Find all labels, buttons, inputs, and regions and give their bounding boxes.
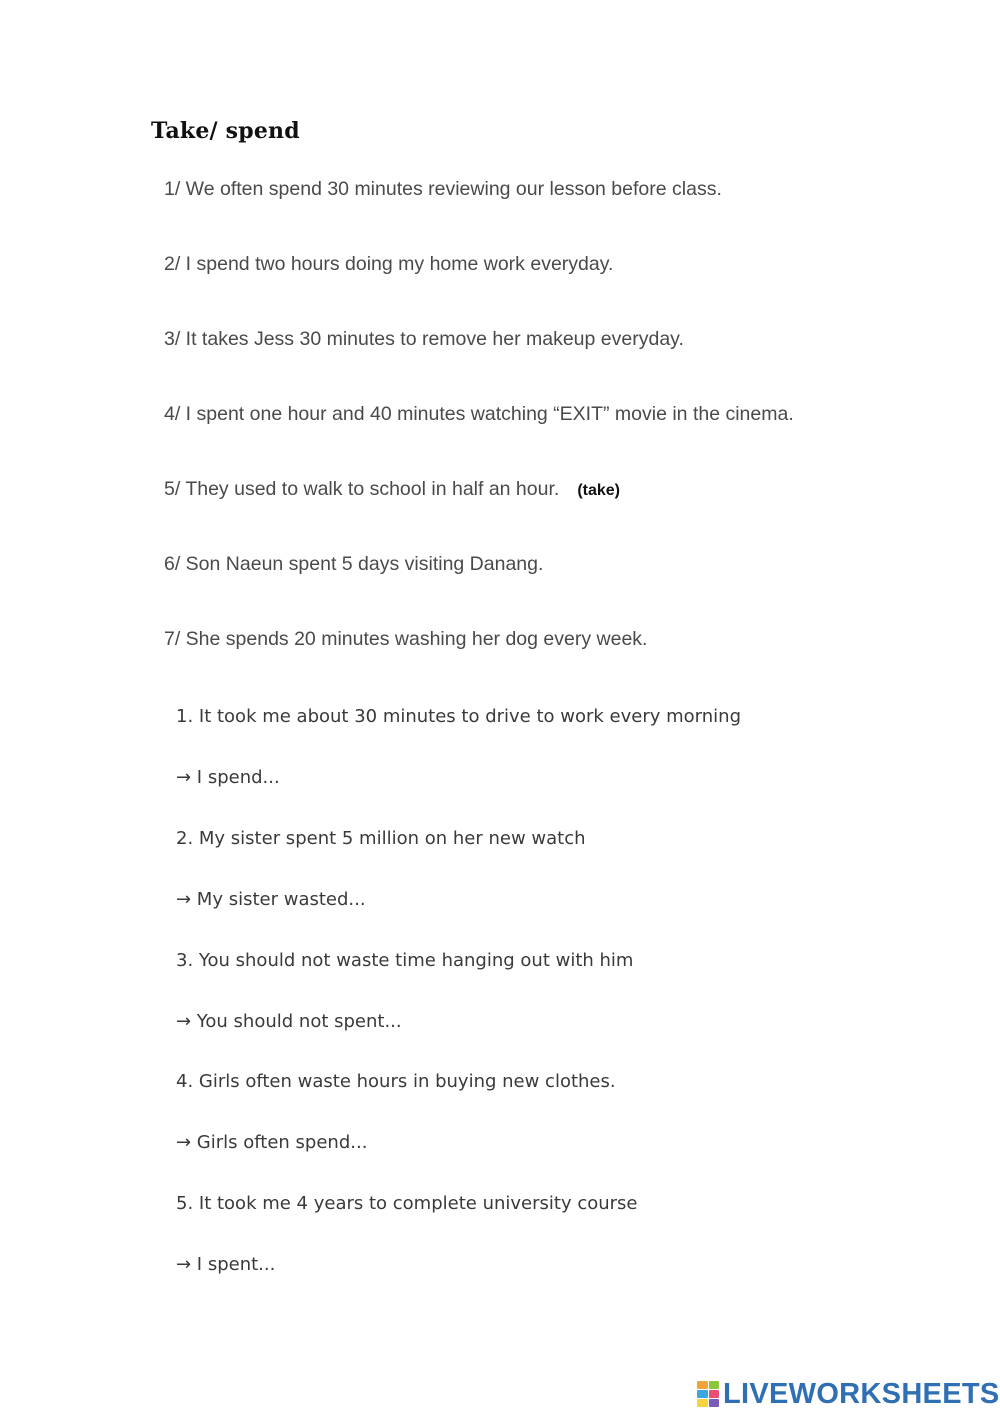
exercise-2-question: 3. You should not waste time hanging out with him bbox=[176, 950, 634, 971]
exercise-1-sentence: 6/ Son Naeun spent 5 days visiting Danang. bbox=[164, 553, 544, 575]
exercise-2-question: 1. It took me about 30 minutes to drive to work every morning bbox=[176, 706, 741, 727]
brand-name: LIVEWORKSHEETS bbox=[723, 1377, 1000, 1410]
exercise-1-sentence: 3/ It takes Jess 30 minutes to remove her makeup everyday. bbox=[164, 328, 684, 350]
exercise-2-question: 5. It took me 4 years to complete university course bbox=[176, 1193, 638, 1214]
logo-icon-square bbox=[697, 1390, 708, 1398]
exercise-1-sentence: 7/ She spends 20 minutes washing her dog every week. bbox=[164, 628, 648, 650]
logo-icon-square bbox=[709, 1399, 720, 1407]
exercise-2-answer-prompt: → Girls often spend... bbox=[176, 1132, 368, 1153]
exercise-1-sentence-with-hint bbox=[164, 478, 620, 501]
liveworksheets-logo[interactable] bbox=[697, 1378, 1000, 1410]
exercise-2-question: 2. My sister spent 5 million on her new watch bbox=[176, 828, 586, 849]
exercise-2-answer-prompt: → You should not spent... bbox=[176, 1011, 402, 1032]
logo-icon-square bbox=[709, 1381, 720, 1389]
exercise-2-answer-prompt: → I spent... bbox=[176, 1254, 276, 1275]
logo-icon-square bbox=[697, 1381, 708, 1389]
exercise-1-sentence: 1/ We often spend 30 minutes reviewing our lesson before class. bbox=[164, 178, 722, 200]
hint-label: (take) bbox=[577, 482, 620, 499]
worksheet-title: Take/ spend bbox=[151, 118, 300, 144]
exercise-2-answer-prompt: → I spend... bbox=[176, 767, 280, 788]
exercise-1-sentence: 2/ I spend two hours doing my home work everyday. bbox=[164, 253, 614, 275]
logo-icon-square bbox=[697, 1399, 708, 1407]
exercise-2-answer-prompt: → My sister wasted... bbox=[176, 889, 366, 910]
exercise-1-sentence: 4/ I spent one hour and 40 minutes watching “EXIT” movie in the cinema. bbox=[164, 403, 794, 425]
exercise-2-question: 4. Girls often waste hours in buying new clothes. bbox=[176, 1071, 616, 1092]
logo-icon-square bbox=[709, 1390, 720, 1398]
liveworksheets-logo-icon bbox=[697, 1381, 719, 1407]
sentence-text: 5/ They used to walk to school in half an hour. bbox=[164, 478, 560, 500]
